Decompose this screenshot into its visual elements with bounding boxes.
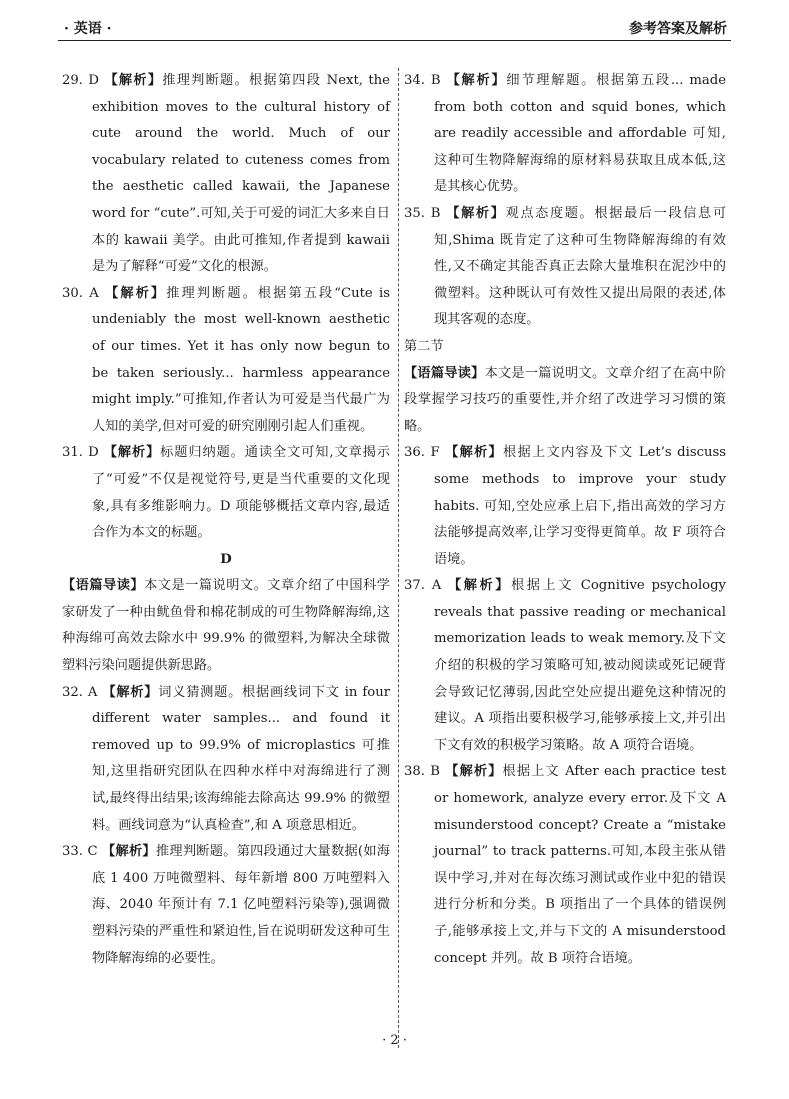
answer-label: 31. D bbox=[62, 445, 99, 461]
answer-34 bbox=[404, 68, 726, 201]
guide-tag: 【语篇导读】 bbox=[404, 365, 485, 381]
section-d-title: D bbox=[220, 551, 232, 567]
passage-guide-2 bbox=[404, 361, 726, 441]
answer-30 bbox=[62, 281, 390, 441]
answer-label: 36. F bbox=[404, 445, 440, 461]
answer-label: 38. B bbox=[404, 764, 440, 780]
guide-body: 本文是一篇说明文。文章介绍了在高中阶段掌握学习技巧的重要性,并介绍了改进学习习惯的策略。 bbox=[404, 365, 727, 434]
analysis-tag: 【解析】 bbox=[102, 844, 156, 860]
subject-label: · 英语 · bbox=[64, 21, 112, 37]
answer-label: 35. B bbox=[404, 205, 441, 221]
answer-label: 30. A bbox=[62, 285, 99, 301]
answer-29 bbox=[62, 68, 390, 281]
analysis-tag: 【解析】 bbox=[102, 684, 159, 700]
page-header bbox=[58, 14, 731, 41]
analysis-tag: 【解析】 bbox=[445, 445, 504, 461]
section-2-title: 第二节 bbox=[404, 338, 444, 354]
right-column bbox=[404, 68, 726, 972]
analysis-tag: 【解析】 bbox=[104, 73, 163, 88]
column-divider bbox=[398, 68, 399, 1048]
left-column bbox=[62, 68, 390, 972]
answer-label: 33. C bbox=[62, 844, 98, 860]
answer-37 bbox=[404, 573, 726, 759]
guide-body: 本文是一篇说明文。文章介绍了中国科学家研发了一种由鱿鱼骨和棉花制成的可生物降解海绵,这种海绵可高效去除水中 99.9% 的微塑料,为解决全球微塑料污染问题提供新思路。 bbox=[62, 578, 390, 674]
answer-label: 37. A bbox=[404, 578, 442, 594]
analysis-tag: 【解析】 bbox=[445, 764, 503, 780]
passage-guide-d bbox=[62, 573, 390, 679]
answer-body: 推理判断题。根据第五段“Cute is undeniably the most well-known aesthetic of our times. Yet it has only now begun to be taken seriously... harmless appearance might imply.”可推知,作者认为可爱是当代最广为人知的美学,但对可爱的研究刚刚引起人们重视。 bbox=[92, 285, 390, 434]
page-number: · 2 · bbox=[382, 1033, 407, 1048]
answer-body: 细节理解题。根据第五段... made from both cotton and squid bones, which are readily accessible and affordable 可知,这种可生物降解海绵的原材料易获取且成本低,这是其核心优势。 bbox=[434, 73, 727, 195]
answer-body: 根据上文 After each practice test or homework, analyze every error.及下文 A misunderstood concept? Create a “mistake journal” to track patterns.可知,本段主张从错误中学习,并对在每次练习测试或作业中犯的错误进行分析和分类。B 项指出了一个具体的错误例子,能够承接上文,并与下文的 A misunderstood concept 并列。故 B 项符合语境。 bbox=[434, 764, 727, 966]
answer-label: 32. A bbox=[62, 684, 98, 700]
answer-38 bbox=[404, 759, 726, 972]
answer-35 bbox=[404, 201, 726, 334]
analysis-tag: 【解析】 bbox=[446, 205, 506, 221]
analysis-tag: 【解析】 bbox=[446, 73, 507, 88]
analysis-tag: 【解析】 bbox=[448, 578, 512, 594]
answer-32 bbox=[62, 680, 390, 840]
answer-body: 推理判断题。根据第四段 Next, the exhibition moves to the cultural history of cute around the world. Much of our vocabulary related to cuteness comes from the aesthetic called kawaii, the Japanese word for “cute”.可知,关于可爱的词汇大多来自日本的 kawaii 美学。由此可推知,作者提到 kawaii 是为了解释“可爱”文化的根源。 bbox=[92, 73, 390, 275]
document-title: 参考答案及解析 bbox=[629, 21, 727, 37]
analysis-tag: 【解析】 bbox=[105, 285, 167, 301]
answer-33 bbox=[62, 839, 390, 972]
answer-body: 推理判断题。第四段通过大量数据(如海底 1 400 万吨微塑料、每年新增 800 万吨塑料入海、2040 年预计有 7.1 亿吨塑料污染等),强调微塑料污染的严重性和紧迫性,旨在说明研发这种可生物降解海绵的必要性。 bbox=[92, 844, 390, 966]
answer-body: 观点态度题。根据最后一段信息可知,Shima 既肯定了这种可生物降解海绵的有效性,又不确定其能否真正去除大量堆积在泥沙中的微塑料。这种既认可有效性又提出局限的表述,体现其客观的态度。 bbox=[434, 205, 727, 328]
answer-body: 标题归纳题。通读全文可知,文章揭示了“可爱”不仅是视觉符号,更是当代重要的文化现象,具有多维影响力。D 项能够概括文章内容,最适合作为本文的标题。 bbox=[92, 445, 390, 541]
answer-body: 词义猜测题。根据画线词下文 in four different water samples... and found it removed up to 99.9% of microplastics 可推知,这里指研究团队在四种水样中对海绵进行了测试,最终得出结果;该海绵能去除高达 99.9% 的微塑料。画线词意为“认真检查”,和 A 项意思相近。 bbox=[92, 684, 390, 833]
answer-label: 34. B bbox=[404, 73, 441, 88]
answer-body: 根据上文内容及下文 Let’s discuss some methods to improve your study habits. 可知,空处应承上启下,指出高效的学习方法能够提高效率,让学习变得更简单。故 F 项符合语境。 bbox=[434, 445, 727, 567]
guide-tag: 【语篇导读】 bbox=[62, 578, 145, 594]
analysis-tag: 【解析】 bbox=[103, 445, 161, 461]
answer-label: 29. D bbox=[62, 73, 99, 88]
answer-body: 根据上文 Cognitive psychology reveals that passive reading or mechanical memorization leads to weak memory.及下文介绍的积极的学习策略可知,被动阅读或死记硬背会导致记忆薄弱,因此空处应提出避免这种情况的建议。A 项指出要积极学习,能够承接上文,并引出下文有效的积极学习策略。故 A 项符合语境。 bbox=[434, 578, 726, 753]
answer-31 bbox=[62, 440, 390, 546]
answer-36 bbox=[404, 440, 726, 573]
